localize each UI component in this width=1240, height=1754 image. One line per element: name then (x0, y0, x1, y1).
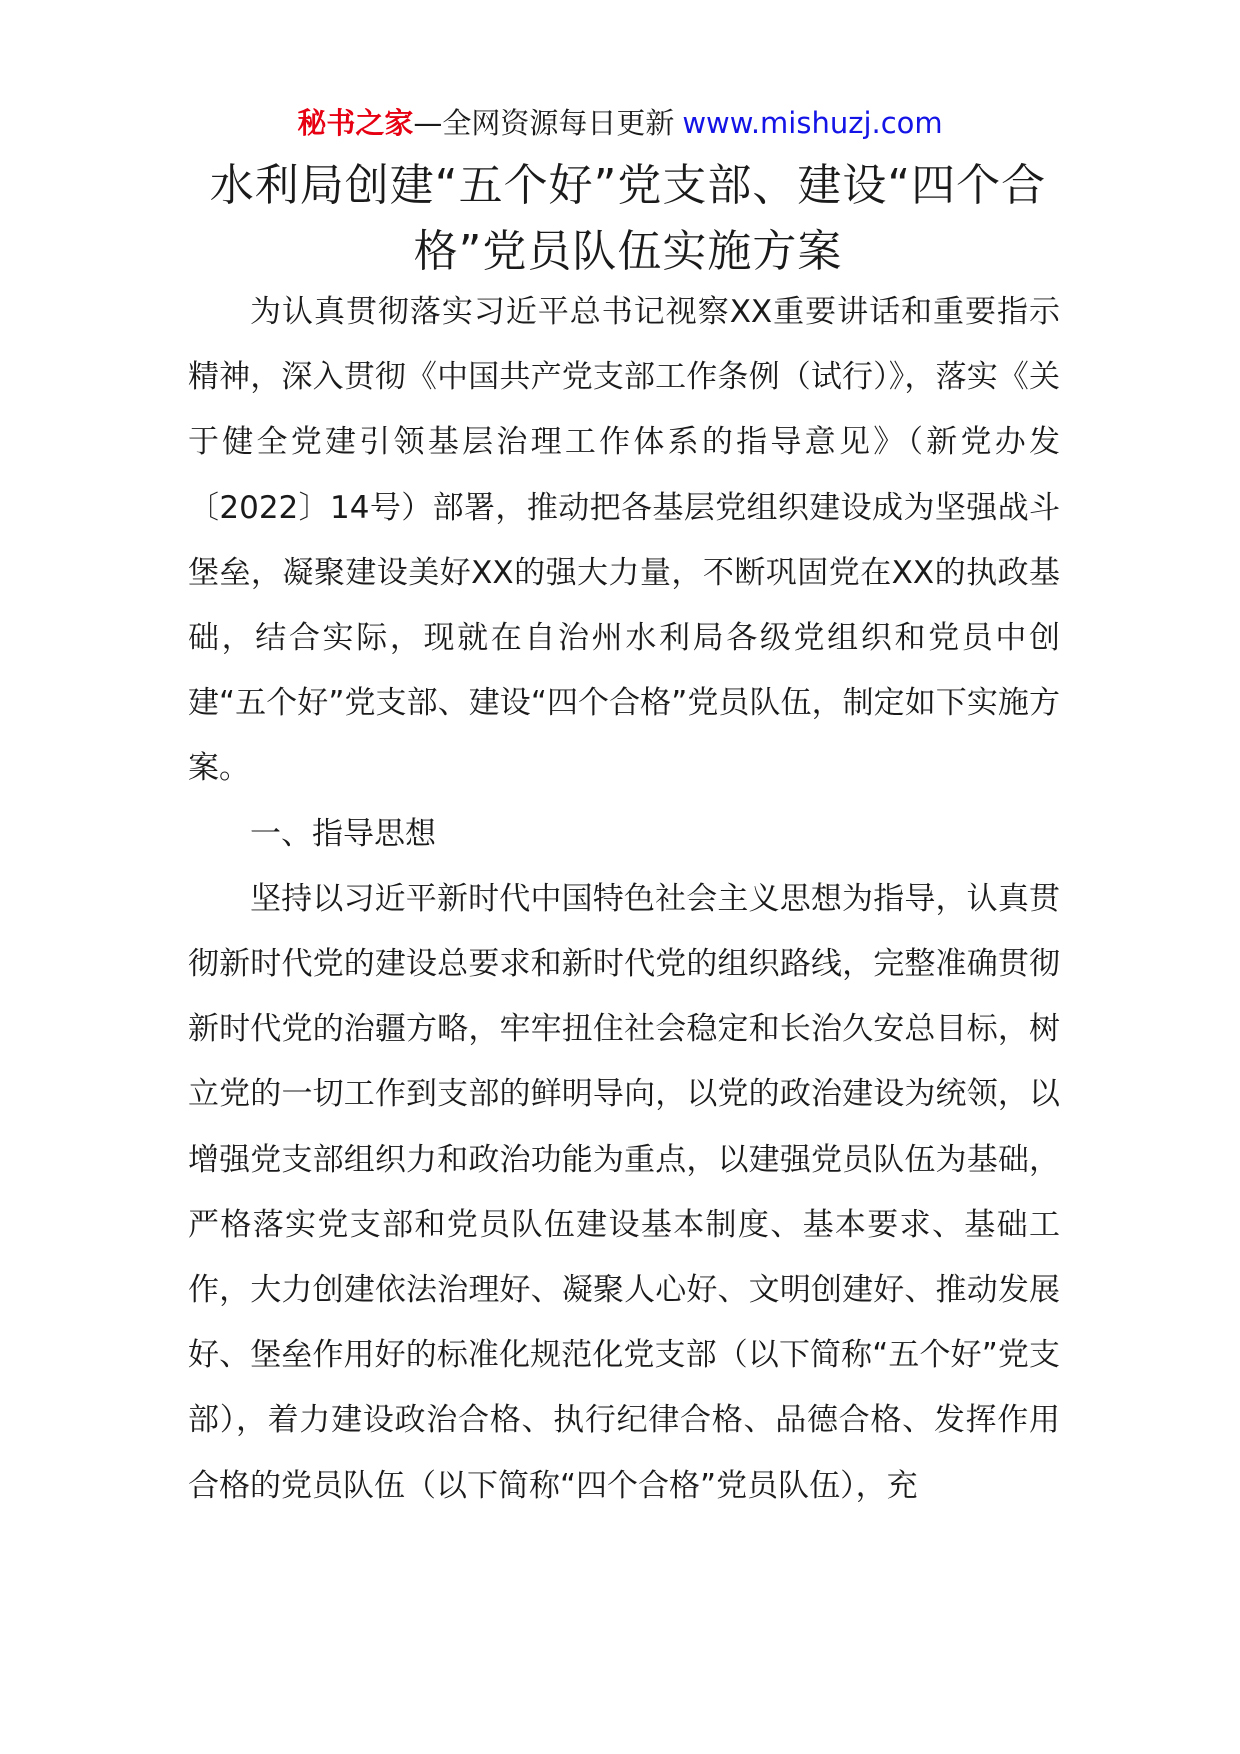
document-title: 水利局创建“五个好”党支部、建设“四个合格”党员队伍实施方案 (209, 160, 1047, 277)
section-heading-guiding-ideology: 一、指导思想 (250, 815, 436, 852)
guiding-ideology-paragraph: 坚持以习近平新时代中国特色社会主义思想为指导，认真贯彻新时代党的建设总要求和新时代党的组织路线，完整准确贯彻新时代党的治疆方略，牢牢扭住社会稳定和长治久安总目标，树立党的一切工作到支部的鲜明导向，以党的政治建设为统领，以增强党支部组织力和政治功能为重点，以建强党员队伍为基础，严格落实党支部和党员队伍建设基本制度、基本要求、基础工作，大力创建依法治理好、凝聚人心好、文明创建好、推动发展好、堡垒作用好的标准化规范化党支部（以下简称“五个好”党支部），着力建设政治合格、执行纪律合格、品德合格、发挥作用合格的党员队伍（以下简称“四个合格”党员队伍），充 (188, 880, 1060, 1504)
intro-paragraph: 为认真贯彻落实习近平总书记视察XX重要讲话和重要指示精神，深入贯彻《中国共产党支部工作条例（试行）》，落实《关于健全党建引领基层治理工作体系的指导意见》（新党办发〔2022〕14号）部署，推动把各基层党组织建设成为坚强战斗堡垒，凝聚建设美好XX的强大力量，不断巩固党在XX的执政基础，结合实际，现就在自治州水利局各级党组织和党员中创建“五个好”党支部、建设“四个合格”党员队伍，制定如下实施方案。 (188, 294, 1060, 787)
document-body (188, 280, 1060, 1519)
site-header (0, 103, 1240, 143)
site-tagline: —全网资源每日更新 (413, 106, 675, 140)
site-brand: 秘书之家 (297, 106, 414, 140)
site-url-link[interactable]: www.mishuzj.com (682, 106, 943, 140)
